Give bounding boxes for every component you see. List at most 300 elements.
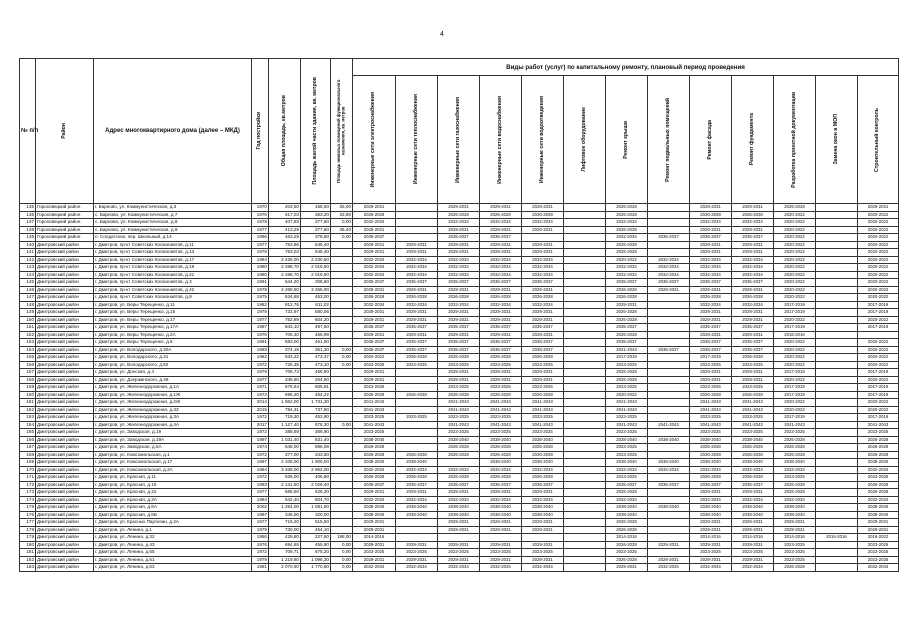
row-shared-area	[331, 526, 353, 534]
row-work-period: 2023-2025	[774, 429, 816, 437]
row-work-period: 2016-2022	[858, 534, 899, 542]
row-work-period: 2029-2031	[522, 226, 564, 234]
row-year: 1977	[252, 316, 269, 324]
row-work-period	[564, 511, 606, 519]
row-shared-area	[331, 271, 353, 279]
row-total-area: 374,18	[269, 346, 301, 354]
row-work-period: 2026-2028	[353, 211, 396, 219]
col-header-total-area: Общая площадь, кв.метров	[269, 59, 301, 204]
row-work-period: 2023-2025	[480, 361, 522, 369]
row-work-period: 2035-2037	[732, 481, 774, 489]
row-work-period: 2032-2034	[438, 256, 480, 264]
row-work-period: 2026-2028	[606, 369, 648, 377]
table-row	[20, 556, 899, 564]
row-number: 183	[20, 564, 36, 572]
table-row	[20, 256, 899, 264]
row-work-period: 2032-2034	[396, 271, 438, 279]
row-number: 167	[20, 444, 36, 452]
row-work-period: 2032-2034	[690, 264, 732, 272]
row-work-period: 2032-2034	[606, 466, 648, 474]
row-work-period: 2035-2037	[438, 346, 480, 354]
row-total-area: 730,00	[269, 526, 301, 534]
row-living-area: 378,80	[301, 234, 331, 242]
row-work-period	[396, 421, 438, 429]
row-work-period: 2020-2022	[858, 339, 899, 347]
table-row	[20, 451, 899, 459]
table-row	[20, 541, 899, 549]
row-work-period: 2035-2037	[438, 279, 480, 287]
row-work-period: 2035-2037	[396, 279, 438, 287]
row-district: Дмитровский район	[36, 496, 94, 504]
row-work-period: 2029-2031	[353, 519, 396, 527]
row-work-period: 2020-2022	[858, 361, 899, 369]
row-work-period	[816, 219, 858, 227]
row-work-period	[648, 444, 690, 452]
row-work-period: 2023-2025	[606, 549, 648, 557]
row-number: 136	[20, 211, 36, 219]
row-work-period: 2016-2016	[816, 534, 858, 542]
table-body	[20, 204, 899, 572]
row-work-period: 2035-2037	[396, 481, 438, 489]
row-work-period: 2020-2022	[774, 234, 816, 242]
row-year: 1970	[252, 204, 269, 212]
row-work-period	[816, 526, 858, 534]
row-year: 1980	[252, 264, 269, 272]
row-work-period: 2032-2034	[353, 564, 396, 572]
row-work-period: 2026-2028	[396, 354, 438, 362]
row-number: 152	[20, 331, 36, 339]
row-work-period: 2035-2037	[732, 279, 774, 287]
row-living-area: 2 962,00	[301, 466, 331, 474]
row-total-area: 708,71	[269, 549, 301, 557]
row-work-period: 2038-2040	[480, 436, 522, 444]
row-work-period: 2026-2028	[732, 444, 774, 452]
row-work-period	[564, 474, 606, 482]
row-work-period: 2038-2040	[690, 511, 732, 519]
row-work-period: 2038-2040	[396, 504, 438, 512]
row-number: 144	[20, 271, 36, 279]
row-number: 139	[20, 234, 36, 242]
row-address: г. Дмитров, ул. Заводская, д.19А	[94, 436, 252, 444]
row-district: Дмитровский район	[36, 354, 94, 362]
row-work-period	[564, 331, 606, 339]
table-row	[20, 361, 899, 369]
row-number: 173	[20, 489, 36, 497]
row-work-period: 2023-2025	[396, 549, 438, 557]
row-work-period	[858, 331, 899, 339]
table-row	[20, 504, 899, 512]
row-year: 2015	[252, 406, 269, 414]
row-shared-area: 0,00	[331, 361, 353, 369]
row-address: г. Барново, ул. Коммунистическая, д.3	[94, 204, 252, 212]
row-work-period: 2017-2019	[858, 324, 899, 332]
row-shared-area: 0,00	[331, 219, 353, 227]
table-row	[20, 421, 899, 429]
row-work-period	[648, 534, 690, 542]
row-work-period	[564, 556, 606, 564]
row-year: 1987	[252, 324, 269, 332]
row-work-period	[396, 219, 438, 227]
row-work-period: 2029-2031	[690, 286, 732, 294]
row-address: с. Барново, ул. Коммунистическая, д.9	[94, 226, 252, 234]
row-work-period	[648, 391, 690, 399]
row-work-period: 2032-2034	[732, 564, 774, 572]
row-work-period	[816, 354, 858, 362]
row-work-period	[816, 241, 858, 249]
row-address: г. Дмитров, ул. Железнодорожная, д.1Ж	[94, 391, 252, 399]
row-work-period	[396, 376, 438, 384]
row-number: 158	[20, 376, 36, 384]
row-district: Дмитровский район	[36, 526, 94, 534]
row-work-period	[564, 256, 606, 264]
row-district: Дмитровский район	[36, 309, 94, 317]
row-district: Дмитровский район	[36, 466, 94, 474]
row-work-period: 2026-2028	[732, 391, 774, 399]
row-living-area: 2 026,40	[301, 481, 331, 489]
row-work-period: 2032-2034	[858, 466, 899, 474]
row-work-period: 2032-2034	[648, 564, 690, 572]
table-row	[20, 391, 899, 399]
row-work-period: 2026-2028	[438, 354, 480, 362]
row-work-period: 2041-2043	[732, 406, 774, 414]
row-shared-area	[331, 436, 353, 444]
row-shared-area	[331, 414, 353, 422]
row-work-period: 2038-2040	[606, 504, 648, 512]
row-address: г. Дмитров, ул. Красная, д.6Б	[94, 511, 252, 519]
row-work-period: 2023-2025	[606, 414, 648, 422]
row-work-period: 2032-2034	[522, 301, 564, 309]
row-work-period	[564, 376, 606, 384]
row-address: г. Дмитров, пр-кт Советских Космонавтов, д.11	[94, 241, 252, 249]
row-work-period: 2023-2025	[606, 451, 648, 459]
row-number: 182	[20, 556, 36, 564]
table-row	[20, 241, 899, 249]
row-total-area: 634,68	[269, 294, 301, 302]
row-work-period: 2023-2025	[690, 549, 732, 557]
row-work-period: 2026-2028	[690, 444, 732, 452]
row-work-period: 2023-2025	[606, 474, 648, 482]
row-work-period: 2029-2031	[522, 489, 564, 497]
row-work-period	[564, 421, 606, 429]
row-living-area: 453,00	[301, 294, 331, 302]
row-total-area: 1 962,00	[269, 399, 301, 407]
row-work-period	[816, 294, 858, 302]
row-work-period	[564, 564, 606, 572]
col-header-work: Инженерные сети газоснабжения	[438, 76, 480, 204]
row-work-period: 2032-2034	[353, 264, 396, 272]
row-shared-area	[331, 459, 353, 467]
row-work-period: 2020-2022	[858, 264, 899, 272]
row-district: Дмитровский район	[36, 429, 94, 437]
table-row	[20, 316, 899, 324]
row-work-period	[816, 384, 858, 392]
row-work-period: 2026-2028	[690, 391, 732, 399]
row-work-period	[396, 211, 438, 219]
row-work-period: 2032-2034	[480, 219, 522, 227]
row-living-area: 2 019,50	[301, 264, 331, 272]
row-work-period	[564, 211, 606, 219]
row-living-area: 645,40	[301, 249, 331, 257]
row-total-area: 2 106,00	[269, 459, 301, 467]
row-total-area: 685,50	[269, 489, 301, 497]
row-work-period: 2029-2031	[606, 301, 648, 309]
row-work-period: 2026-2028	[353, 474, 396, 482]
row-work-period: 2026-2028	[480, 354, 522, 362]
row-work-period	[396, 534, 438, 542]
row-living-area: 264,90	[301, 376, 331, 384]
row-shared-area	[331, 339, 353, 347]
row-living-area: 831,40	[301, 436, 331, 444]
row-work-period	[396, 444, 438, 452]
row-year: 1976	[252, 211, 269, 219]
row-work-period: 2038-2040	[690, 459, 732, 467]
row-work-period: 2026-2028	[774, 481, 816, 489]
row-work-period	[648, 316, 690, 324]
row-work-period: 2029-2031	[438, 556, 480, 564]
row-work-period: 2026-2028	[606, 489, 648, 497]
row-number: 157	[20, 369, 36, 377]
row-work-period	[564, 429, 606, 437]
row-work-period	[816, 496, 858, 504]
row-shared-area	[331, 384, 353, 392]
row-work-period: 2020-2022	[774, 226, 816, 234]
row-work-period	[816, 511, 858, 519]
table-row	[20, 526, 899, 534]
row-shared-area	[331, 466, 353, 474]
row-total-area: 544,20	[269, 279, 301, 287]
row-work-period: 2029-2031	[690, 309, 732, 317]
row-work-period	[816, 234, 858, 242]
row-work-period: 2029-2031	[480, 556, 522, 564]
row-year: 1977	[252, 489, 269, 497]
row-work-period	[816, 324, 858, 332]
row-total-area: 648,00	[269, 444, 301, 452]
row-year: 1997	[252, 436, 269, 444]
row-work-period	[816, 226, 858, 234]
row-district: Дмитровский район	[36, 564, 94, 572]
row-living-area: 515,50	[301, 519, 331, 527]
row-work-period: 2026-2028	[522, 451, 564, 459]
row-work-period: 2032-2034	[353, 301, 396, 309]
row-address: г. Дмитров, ул. Донская, д.4	[94, 369, 252, 377]
row-year: 1962	[252, 354, 269, 362]
row-living-area: 675,20	[301, 549, 331, 557]
row-work-period: 2038-2040	[774, 511, 816, 519]
row-year: 1978	[252, 249, 269, 257]
row-year: 1972	[252, 429, 269, 437]
row-work-period: 2026-2028	[353, 294, 396, 302]
row-district: Дмитровский район	[36, 376, 94, 384]
row-district: Дмитровский район	[36, 286, 94, 294]
row-work-period: 2035-2037	[438, 339, 480, 347]
table-row	[20, 226, 899, 234]
row-work-period: 2029-2031	[353, 241, 396, 249]
row-work-period: 2041-2043	[606, 421, 648, 429]
row-shared-area	[331, 489, 353, 497]
row-work-period: 2029-2031	[690, 376, 732, 384]
row-work-period: 2029-2031	[732, 226, 774, 234]
row-living-area: 1 096,30	[301, 556, 331, 564]
row-work-period: 2035-2037	[396, 339, 438, 347]
row-work-period	[564, 444, 606, 452]
row-work-period: 2029-2031	[522, 309, 564, 317]
row-work-period: 2035-2037	[648, 481, 690, 489]
row-work-period: 2032-2034	[774, 466, 816, 474]
row-work-period: 2023-2025	[690, 384, 732, 392]
row-district: Дмитровский район	[36, 301, 94, 309]
row-work-period	[396, 204, 438, 212]
row-work-period: 2026-2028	[732, 294, 774, 302]
row-work-period: 2035-2037	[353, 481, 396, 489]
row-address: г. Дмитров, ул. Веры Терещенко, д.5	[94, 339, 252, 347]
row-year: 2017	[252, 421, 269, 429]
row-number: 171	[20, 474, 36, 482]
row-work-period: 2023-2025	[606, 444, 648, 452]
row-number: 150	[20, 316, 36, 324]
row-shared-area	[331, 511, 353, 519]
row-number: 148	[20, 301, 36, 309]
row-shared-area: 25,00	[331, 204, 353, 212]
row-total-area: 203,50	[269, 204, 301, 212]
row-total-area: 583,00	[269, 339, 301, 347]
row-work-period	[648, 204, 690, 212]
row-district: Дмитровский район	[36, 241, 94, 249]
row-work-period	[648, 361, 690, 369]
row-work-period: 2026-2028	[690, 294, 732, 302]
row-shared-area: 35,40	[331, 226, 353, 234]
row-work-period: 2020-2022	[858, 234, 899, 242]
row-work-period: 2020-2022	[858, 376, 899, 384]
row-number: 141	[20, 249, 36, 257]
row-shared-area	[331, 316, 353, 324]
row-year: 1984	[252, 256, 269, 264]
row-year: 1981	[252, 564, 269, 572]
row-work-period: 2038-2040	[732, 459, 774, 467]
row-work-period: 2038-2040	[606, 511, 648, 519]
row-work-period: 2038-2040	[606, 436, 648, 444]
row-number: 137	[20, 219, 36, 227]
row-work-period	[564, 504, 606, 512]
row-work-period: 2029-2031	[353, 316, 396, 324]
row-work-period: 2029-2031	[522, 369, 564, 377]
row-work-period: 2014-2016	[774, 534, 816, 542]
row-work-period	[564, 436, 606, 444]
row-work-period: 2035-2037	[480, 481, 522, 489]
row-work-period: 2032-2034	[438, 564, 480, 572]
table-row	[20, 204, 899, 212]
row-work-period: 2038-2040	[858, 504, 899, 512]
row-number: 140	[20, 241, 36, 249]
table-row	[20, 406, 899, 414]
row-work-period: 2029-2031	[690, 526, 732, 534]
row-year: 1976	[252, 541, 269, 549]
row-work-period: 2038-2040	[732, 504, 774, 512]
row-work-period	[564, 346, 606, 354]
row-work-period: 2035-2037	[396, 324, 438, 332]
row-work-period: 2041-2043	[648, 421, 690, 429]
row-work-period	[648, 301, 690, 309]
row-living-area: 363,20	[301, 211, 331, 219]
row-work-period: 2020-2022	[774, 241, 816, 249]
row-work-period	[396, 369, 438, 377]
row-year: 1971	[252, 384, 269, 392]
row-living-area: 227,80	[301, 534, 331, 542]
row-district: Дмитровский район	[36, 294, 94, 302]
row-work-period: 2026-2028	[606, 249, 648, 257]
row-work-period: 2029-2031	[438, 541, 480, 549]
row-living-area: 626,20	[301, 489, 331, 497]
row-total-area: 753,86	[269, 241, 301, 249]
row-work-period: 2026-2028	[522, 444, 564, 452]
row-total-area: 345,60	[269, 376, 301, 384]
row-work-period: 2029-2031	[438, 331, 480, 339]
row-shared-area	[331, 504, 353, 512]
row-work-period	[564, 526, 606, 534]
table-row	[20, 444, 899, 452]
row-work-period: 2029-2031	[522, 316, 564, 324]
row-work-period	[648, 324, 690, 332]
row-work-period	[564, 361, 606, 369]
row-work-period: 2032-2034	[438, 271, 480, 279]
row-work-period: 2029-2031	[690, 249, 732, 257]
row-work-period: 2035-2037	[690, 234, 732, 242]
row-work-period: 2038-2040	[774, 459, 816, 467]
col-header-work: Ремонт подвальных помещений	[648, 76, 690, 204]
row-work-period: 2032-2034	[353, 219, 396, 227]
row-work-period: 2035-2037	[353, 234, 396, 242]
row-work-period: 2029-2031	[438, 316, 480, 324]
row-living-area: 2 230,50	[301, 256, 331, 264]
row-work-period: 2026-2028	[732, 451, 774, 459]
row-work-period: 2017-2019	[774, 369, 816, 377]
row-work-period	[648, 399, 690, 407]
row-work-period: 2029-2031	[480, 204, 522, 212]
row-address: г. Дмитров, ул. Володарского, д.31	[94, 354, 252, 362]
row-work-period: 2041-2043	[690, 406, 732, 414]
row-work-period	[816, 519, 858, 527]
row-work-period: 2023-2025	[353, 384, 396, 392]
row-shared-area	[331, 474, 353, 482]
col-header-work: Ремонт фасада	[690, 76, 732, 204]
row-work-period: 2017-2019	[774, 309, 816, 317]
table-row	[20, 511, 899, 519]
row-district: Дмитровский район	[36, 541, 94, 549]
table-row	[20, 354, 899, 362]
row-work-period: 2029-2031	[480, 226, 522, 234]
row-year: 1993	[252, 481, 269, 489]
row-total-area: 794,31	[269, 406, 301, 414]
row-work-period: 2029-2031	[522, 241, 564, 249]
row-work-period	[816, 391, 858, 399]
row-work-period: 2035-2037	[438, 481, 480, 489]
row-work-period: 2023-2025	[732, 384, 774, 392]
row-total-area: 753,03	[269, 249, 301, 257]
row-work-period: 2026-2028	[774, 451, 816, 459]
row-work-period: 2020-2022	[774, 219, 816, 227]
row-living-area: 366,90	[301, 429, 331, 437]
row-shared-area	[331, 331, 353, 339]
row-shared-area	[331, 256, 353, 264]
row-work-period: 2023-2025	[438, 549, 480, 557]
row-year: 1972	[252, 549, 269, 557]
row-work-period: 2038-2040	[648, 436, 690, 444]
row-work-period: 2029-2031	[480, 249, 522, 257]
row-living-area: 461,90	[301, 339, 331, 347]
row-work-period	[564, 309, 606, 317]
row-work-period: 2029-2031	[732, 204, 774, 212]
row-district: Гороховецкий район	[36, 211, 94, 219]
row-work-period: 2029-2031	[480, 376, 522, 384]
